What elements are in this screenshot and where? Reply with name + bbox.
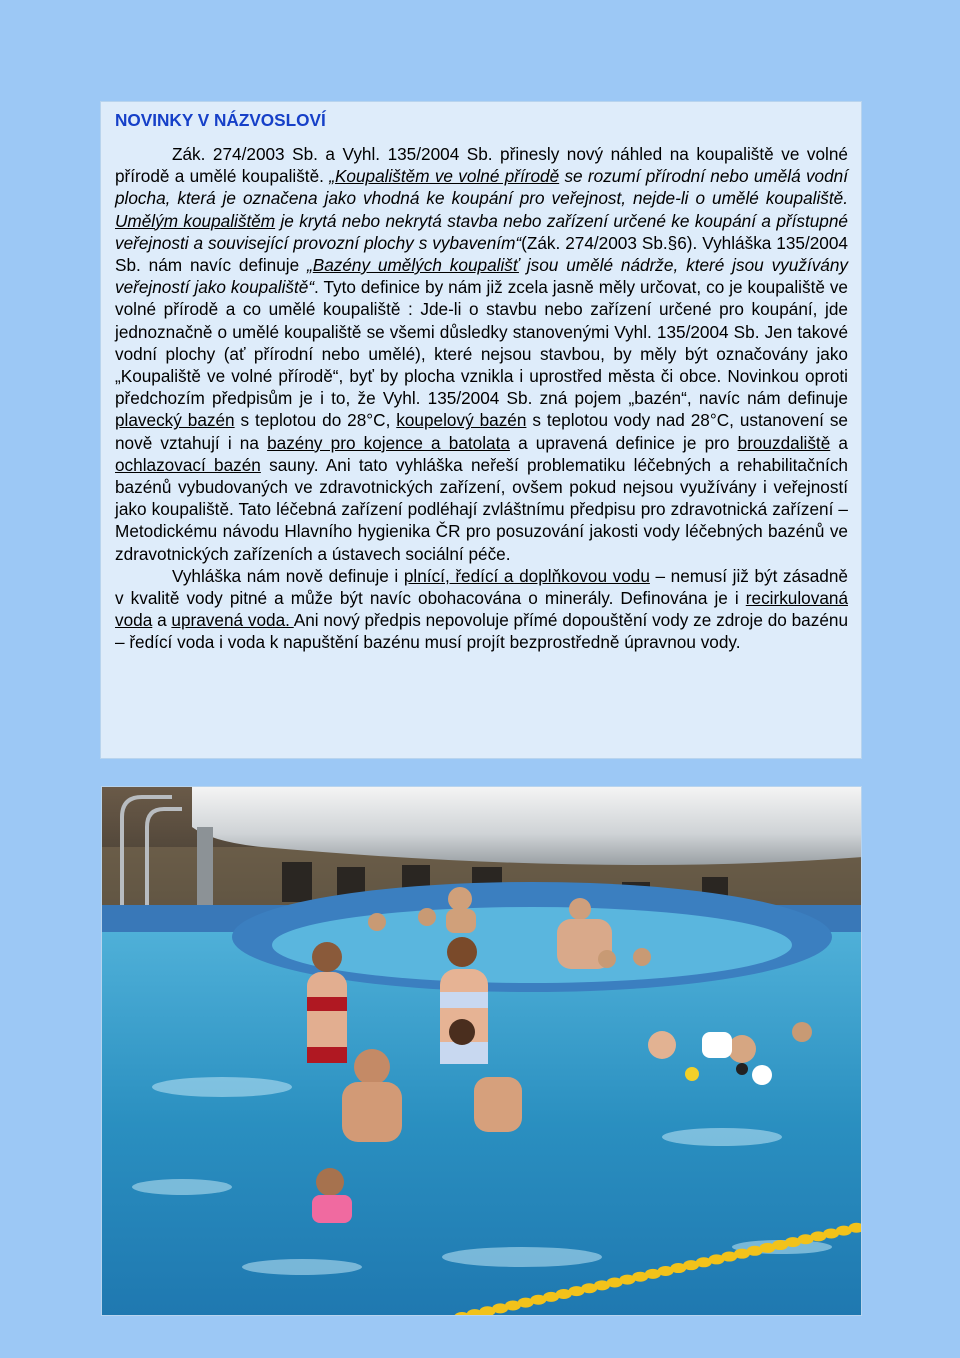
quote-mark: „ bbox=[307, 255, 313, 276]
term-infant-pools: bazény pro kojence a batolata bbox=[267, 432, 510, 453]
quote-mark: „ bbox=[329, 166, 335, 187]
pool-photo-illustration bbox=[102, 787, 862, 1316]
text-run: a upravená definice je pro bbox=[509, 432, 738, 453]
definition-natural-pool: se rozumí přírodní nebo umělá vodní plocha, která je označena jako vhodná ke koupání pro veřejnost, nejde-li o umělé koupaliště. bbox=[115, 166, 848, 209]
text-run: sauny. Ani tato vyhláška neřeší problematiku léčebných a rehabilitačních bazénů vybudovaných ve zdravotnických zařízení, ovšem pokud nejsou využívány i veřejností jako koupaliště. Tato léčebná zařízení podléhají zvláštnímu předpisu pro zdravotnická zařízení – Metodickému návodu Hlavního hygienika ČR pro posuzování jakosti vody léčebných bazénů ve zdravotnických zařízeních a ústavech sociální péče. bbox=[115, 454, 848, 564]
lane-float bbox=[861, 1220, 862, 1230]
pool-photo bbox=[101, 786, 862, 1316]
text-run: (Zák. 274/2003 Sb.§6). Vyhláška 135/2004 Sb. nám navíc definuje bbox=[115, 232, 848, 276]
text-run: s teplotou vody nad 28°C, ustanovení se nově vztahují i na bbox=[115, 410, 848, 453]
term-cooling-pool: ochlazovací bazén bbox=[115, 454, 261, 475]
text-run: . Tyto definice by nám již zcela jasně měly určovat, co je koupaliště ve volné přírodě a co umělé koupaliště : Jde-li o stavbu nebo zařízení určené pro koupání, jde jednoznačně o umělé koupaliště se všemi důsledky stanovenými Vyhl. 135/2004 Sb. Jen takové vodní plochy (ať přírodní nebo umělé), které nejsou stavbou, by měly být označovány jako „Koupaliště ve volné přírodě“, byť by plocha vznikla i uprostřed města či obce. Novinkou oproti předchozím předpisům je i to, že Vyhl. 135/2004 Sb. zná pojem „bazén“, navíc nám definuje bbox=[115, 277, 848, 409]
term-swimming-pool: plavecký bazén bbox=[115, 410, 235, 431]
page-title: NOVINKY V NÁZVOSLOVÍ bbox=[115, 110, 326, 130]
term-natural-pool: Koupalištěm ve volné přírodě bbox=[334, 166, 560, 187]
definition-artificial-pool: je krytá nebo nekrytá stavba nebo zařízení určené ke koupání a přístupné veřejnosti a související provozní plochy s vybavením“ bbox=[115, 210, 848, 253]
term-pools-of-artificial: Bazény umělých koupališť bbox=[312, 255, 519, 276]
article-box bbox=[100, 101, 862, 759]
definition-pools-of-artificial: jsou umělé nádrže, které jsou využívány veřejností jako koupaliště“ bbox=[115, 255, 848, 298]
term-fill-water: plnící, ředící a doplňkovou vodu bbox=[403, 565, 650, 586]
whirlpool-water bbox=[272, 907, 792, 983]
term-artificial-pool: Umělým koupalištěm bbox=[115, 210, 276, 231]
paragraph-1 bbox=[115, 143, 848, 565]
term-bathing-pool: koupelový bazén bbox=[396, 410, 527, 431]
text-run: – nemusí již být zásadně v kvalitě vody pitné a může být navíc obohacována o minerály. Definována je i bbox=[115, 565, 848, 609]
text-run: Vyhláška nám nově definuje i bbox=[172, 565, 404, 586]
text-run: s teplotou do 28°C, bbox=[234, 410, 397, 431]
paragraph-2 bbox=[115, 565, 848, 654]
text-run: a bbox=[152, 610, 172, 631]
text-run: Zák. 274/2003 Sb. a Vyhl. 135/2004 Sb. přinesly nový náhled na koupaliště ve volné přírodě a umělé koupaliště. bbox=[115, 144, 848, 187]
term-treated-water: upravená voda. bbox=[171, 610, 294, 631]
term-recirculated-water: recirkulovaná voda bbox=[115, 588, 848, 631]
term-paddling-pool: brouzdaliště bbox=[737, 432, 831, 453]
text-run: a bbox=[830, 432, 848, 453]
text-run: Ani nový předpis nepovoluje přímé dopouštění vody ze zdroje do bazénu – ředící voda i voda k napuštění bazénu musí projít bezprostředně úpravnou vody. bbox=[115, 610, 848, 653]
